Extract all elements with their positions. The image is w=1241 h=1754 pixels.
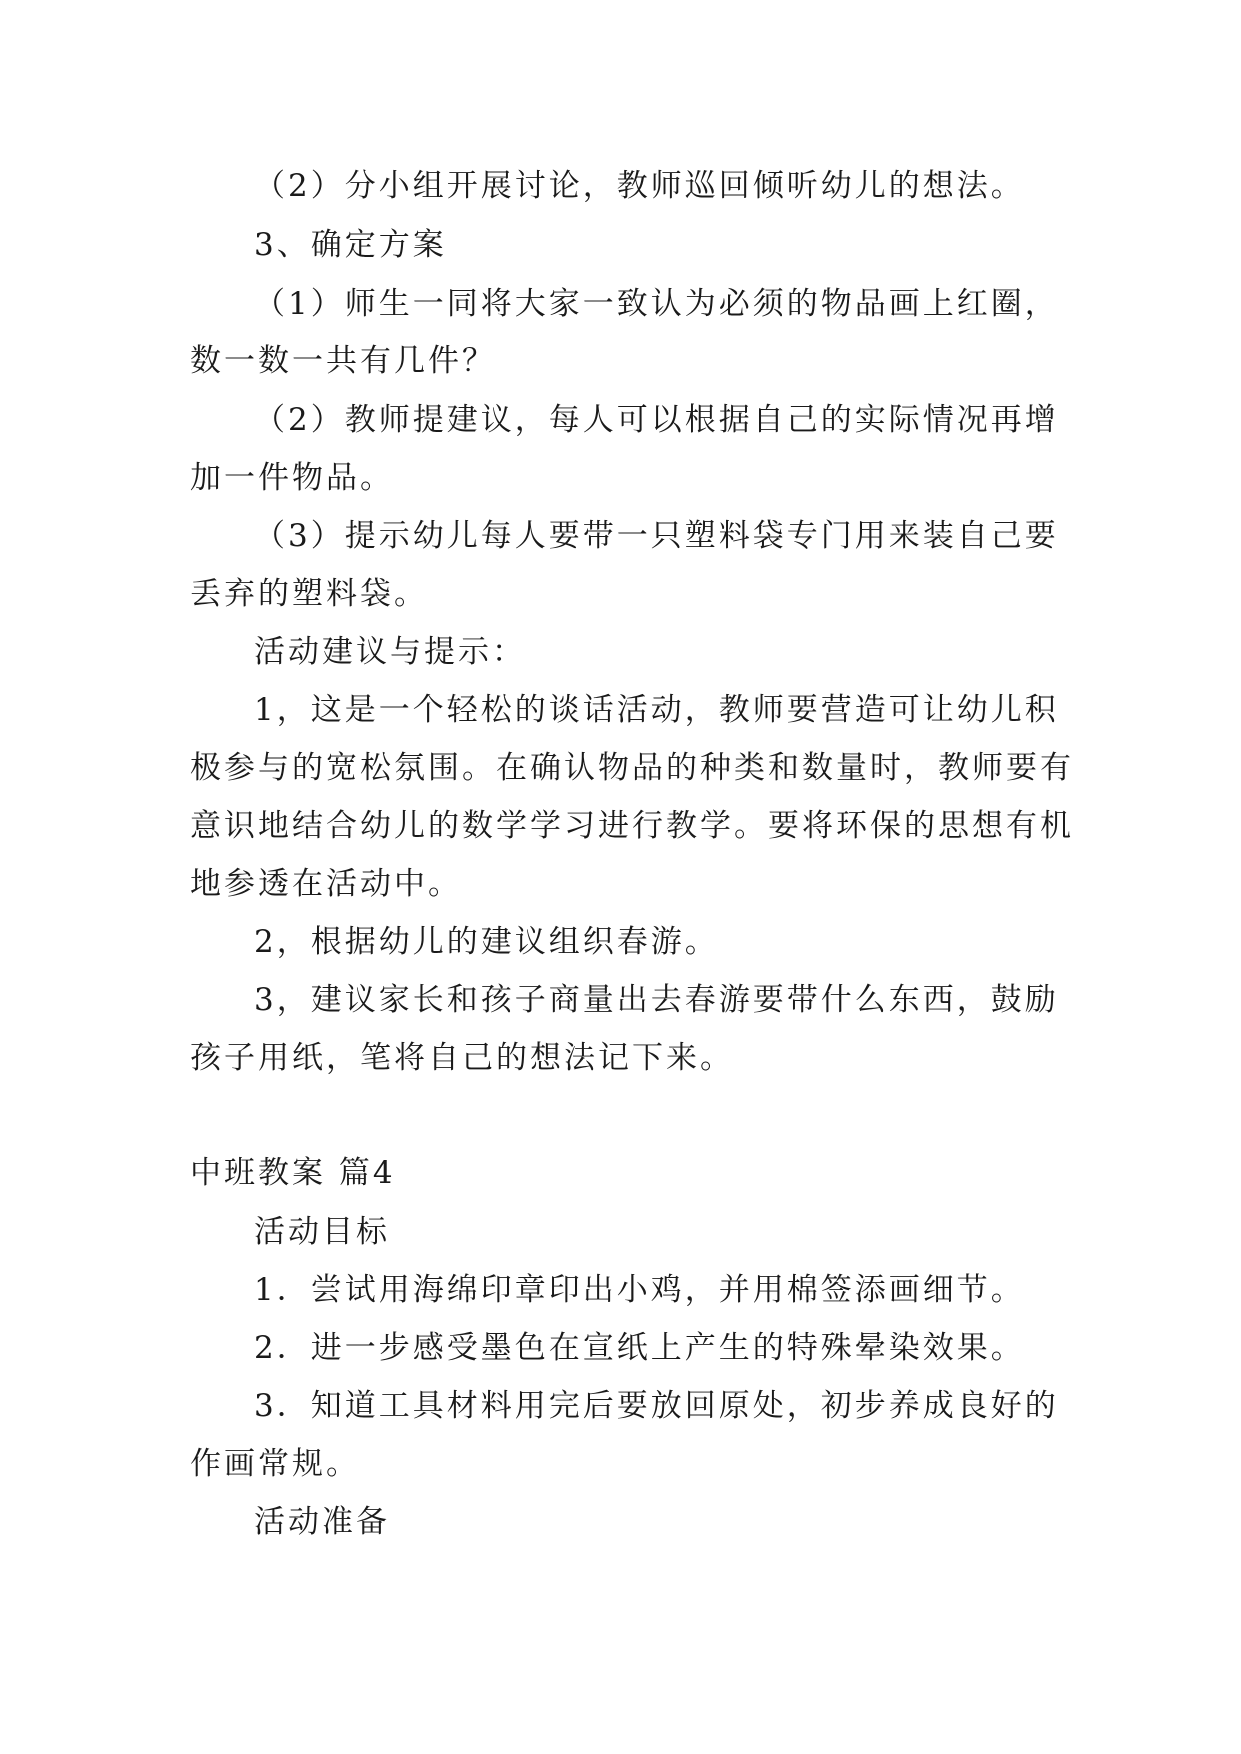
section-heading: 活动准备 bbox=[254, 1504, 390, 1540]
text-line: 地参透在活动中。 bbox=[190, 866, 462, 902]
text-line: 3，建议家长和孩子商量出去春游要带什么东西，鼓励 bbox=[254, 982, 1059, 1018]
text-line: 加一件物品。 bbox=[190, 460, 394, 496]
text-line: 1．尝试用海绵印章印出小鸡，并用棉签添画细节。 bbox=[254, 1272, 1025, 1308]
text-line: （1）师生一同将大家一致认为必须的物品画上红圈， bbox=[254, 286, 1059, 322]
section-heading: 3、确定方案 bbox=[254, 227, 447, 263]
text-line: 意识地结合幼儿的数学学习进行教学。要将环保的思想有机 bbox=[190, 808, 1074, 844]
lesson-title: 中班教案 篇4 bbox=[190, 1155, 396, 1191]
section-heading: 活动目标 bbox=[254, 1214, 390, 1250]
text-line: 数一数一共有几件？ bbox=[190, 343, 496, 379]
text-line: （3）提示幼儿每人要带一只塑料袋专门用来装自己要 bbox=[254, 518, 1059, 554]
text-line: 3．知道工具材料用完后要放回原处，初步养成良好的 bbox=[254, 1388, 1059, 1424]
text-line: 丢弃的塑料袋。 bbox=[190, 576, 428, 612]
text-line: 孩子用纸，笔将自己的想法记下来。 bbox=[190, 1040, 734, 1076]
text-line: 2，根据幼儿的建议组织春游。 bbox=[254, 924, 719, 960]
text-line: 2．进一步感受墨色在宣纸上产生的特殊晕染效果。 bbox=[254, 1330, 1025, 1366]
section-heading: 活动建议与提示： bbox=[254, 634, 526, 670]
text-line: 作画常规。 bbox=[190, 1446, 360, 1482]
text-line: （2）分小组开展讨论，教师巡回倾听幼儿的想法。 bbox=[254, 168, 1025, 204]
text-line: 极参与的宽松氛围。在确认物品的种类和数量时，教师要有 bbox=[190, 750, 1074, 786]
text-line: （2）教师提建议，每人可以根据自己的实际情况再增 bbox=[254, 402, 1059, 438]
text-line: 1，这是一个轻松的谈话活动，教师要营造可让幼儿积 bbox=[254, 692, 1059, 728]
